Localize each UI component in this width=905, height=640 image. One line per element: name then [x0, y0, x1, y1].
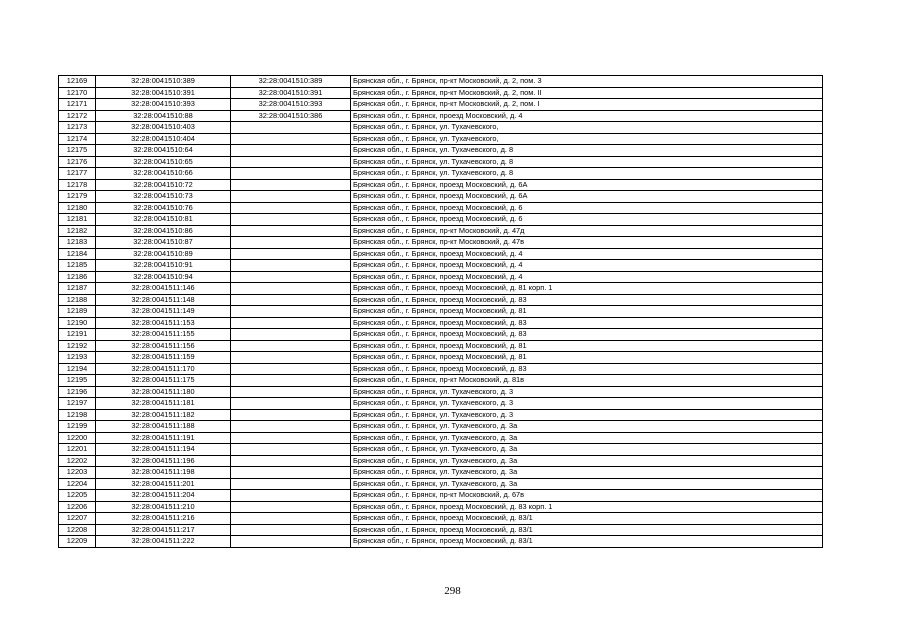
table-row: [59, 283, 823, 295]
row-number-cell: 12191: [59, 329, 96, 341]
parent-cadastral-number-cell: [231, 513, 351, 525]
row-number-cell: 12198: [59, 409, 96, 421]
table-row: [59, 524, 823, 536]
cadastral-number-cell: 32:28:0041511:148: [96, 294, 231, 306]
cadastral-number-cell: 32:28:0041510:404: [96, 133, 231, 145]
parent-cadastral-number-cell: [231, 536, 351, 548]
parent-cadastral-number-cell: [231, 156, 351, 168]
cadastral-number-cell: 32:28:0041511:188: [96, 421, 231, 433]
cadastral-number-cell: 32:28:0041510:89: [96, 248, 231, 260]
address-cell: Брянская обл., г. Брянск, ул. Тухачевского, д. 3: [351, 386, 823, 398]
parent-cadastral-number-cell: [231, 237, 351, 249]
address-cell: Брянская обл., г. Брянск, проезд Московский, д. 4: [351, 271, 823, 283]
cadastral-number-cell: 32:28:0041511:222: [96, 536, 231, 548]
cadastral-number-cell: 32:28:0041510:87: [96, 237, 231, 249]
cadastral-number-cell: 32:28:0041510:94: [96, 271, 231, 283]
row-number-cell: 12199: [59, 421, 96, 433]
table-row: [59, 122, 823, 134]
parent-cadastral-number-cell: 32:28:0041510:393: [231, 99, 351, 111]
row-number-cell: 12197: [59, 398, 96, 410]
table-row: [59, 352, 823, 364]
row-number-cell: 12209: [59, 536, 96, 548]
parent-cadastral-number-cell: [231, 340, 351, 352]
parent-cadastral-number-cell: [231, 271, 351, 283]
parent-cadastral-number-cell: [231, 386, 351, 398]
cadastral-number-cell: 32:28:0041510:86: [96, 225, 231, 237]
row-number-cell: 12206: [59, 501, 96, 513]
row-number-cell: 12169: [59, 76, 96, 88]
cadastral-number-cell: 32:28:0041511:191: [96, 432, 231, 444]
cadastral-number-cell: 32:28:0041511:216: [96, 513, 231, 525]
address-cell: Брянская обл., г. Брянск, ул. Тухачевского, д. 8: [351, 156, 823, 168]
cadastral-number-cell: 32:28:0041511:155: [96, 329, 231, 341]
parent-cadastral-number-cell: [231, 421, 351, 433]
cadastral-number-cell: 32:28:0041511:175: [96, 375, 231, 387]
address-cell: Брянская обл., г. Брянск, проезд Московский, д. 83/1: [351, 536, 823, 548]
row-number-cell: 12176: [59, 156, 96, 168]
cadastral-number-cell: 32:28:0041510:65: [96, 156, 231, 168]
cadastral-number-cell: 32:28:0041511:181: [96, 398, 231, 410]
parent-cadastral-number-cell: [231, 490, 351, 502]
table-row: [59, 168, 823, 180]
cadastral-number-cell: 32:28:0041511:210: [96, 501, 231, 513]
address-cell: Брянская обл., г. Брянск, проезд Московский, д. 83: [351, 329, 823, 341]
table-row: [59, 409, 823, 421]
address-cell: Брянская обл., г. Брянск, проезд Московский, д. 81 корп. 1: [351, 283, 823, 295]
parent-cadastral-number-cell: [231, 398, 351, 410]
cadastral-number-cell: 32:28:0041511:149: [96, 306, 231, 318]
row-number-cell: 12202: [59, 455, 96, 467]
address-cell: Брянская обл., г. Брянск, ул. Тухачевского, д. 3а: [351, 432, 823, 444]
table-row: [59, 478, 823, 490]
row-number-cell: 12183: [59, 237, 96, 249]
parent-cadastral-number-cell: [231, 478, 351, 490]
cadastral-number-cell: 32:28:0041511:159: [96, 352, 231, 364]
row-number-cell: 12201: [59, 444, 96, 456]
address-cell: Брянская обл., г. Брянск, проезд Московский, д. 4: [351, 248, 823, 260]
parent-cadastral-number-cell: [231, 432, 351, 444]
cadastral-number-cell: 32:28:0041511:180: [96, 386, 231, 398]
cadastral-number-cell: 32:28:0041510:391: [96, 87, 231, 99]
parent-cadastral-number-cell: [231, 317, 351, 329]
table-row: [59, 145, 823, 157]
parent-cadastral-number-cell: [231, 283, 351, 295]
cadastral-number-cell: 32:28:0041511:196: [96, 455, 231, 467]
parent-cadastral-number-cell: [231, 214, 351, 226]
table-row: [59, 225, 823, 237]
row-number-cell: 12205: [59, 490, 96, 502]
parent-cadastral-number-cell: [231, 444, 351, 456]
parent-cadastral-number-cell: [231, 363, 351, 375]
cadastral-number-cell: 32:28:0041511:198: [96, 467, 231, 479]
cadastral-registry-table: [58, 75, 823, 548]
address-cell: Брянская обл., г. Брянск, проезд Московский, д. 6: [351, 202, 823, 214]
address-cell: Брянская обл., г. Брянск, ул. Тухачевского, д. 3а: [351, 421, 823, 433]
row-number-cell: 12207: [59, 513, 96, 525]
address-cell: Брянская обл., г. Брянск, проезд Московский, д. 6А: [351, 191, 823, 203]
parent-cadastral-number-cell: [231, 191, 351, 203]
table-row: [59, 191, 823, 203]
address-cell: Брянская обл., г. Брянск, ул. Тухачевского, д. 3: [351, 398, 823, 410]
registry-table-body: [59, 76, 823, 548]
parent-cadastral-number-cell: [231, 145, 351, 157]
table-row: [59, 421, 823, 433]
row-number-cell: 12200: [59, 432, 96, 444]
row-number-cell: 12208: [59, 524, 96, 536]
cadastral-number-cell: 32:28:0041510:88: [96, 110, 231, 122]
parent-cadastral-number-cell: [231, 225, 351, 237]
table-row: [59, 329, 823, 341]
row-number-cell: 12187: [59, 283, 96, 295]
table-row: [59, 398, 823, 410]
parent-cadastral-number-cell: [231, 375, 351, 387]
address-cell: Брянская обл., г. Брянск, ул. Тухачевского, д. 3а: [351, 455, 823, 467]
address-cell: Брянская обл., г. Брянск, ул. Тухачевского, д. 3а: [351, 478, 823, 490]
row-number-cell: 12190: [59, 317, 96, 329]
cadastral-number-cell: 32:28:0041510:393: [96, 99, 231, 111]
row-number-cell: 12195: [59, 375, 96, 387]
parent-cadastral-number-cell: [231, 306, 351, 318]
table-row: [59, 260, 823, 272]
cadastral-number-cell: 32:28:0041511:156: [96, 340, 231, 352]
cadastral-number-cell: 32:28:0041511:146: [96, 283, 231, 295]
table-row: [59, 110, 823, 122]
cadastral-number-cell: 32:28:0041511:204: [96, 490, 231, 502]
table-row: [59, 179, 823, 191]
row-number-cell: 12182: [59, 225, 96, 237]
row-number-cell: 12177: [59, 168, 96, 180]
cadastral-number-cell: 32:28:0041510:389: [96, 76, 231, 88]
address-cell: Брянская обл., г. Брянск, ул. Тухачевского, д. 8: [351, 145, 823, 157]
table-row: [59, 501, 823, 513]
table-row: [59, 133, 823, 145]
row-number-cell: 12185: [59, 260, 96, 272]
table-row: [59, 444, 823, 456]
parent-cadastral-number-cell: [231, 524, 351, 536]
address-cell: Брянская обл., г. Брянск, пр-кт Московский, д. 2, пом. I: [351, 99, 823, 111]
row-number-cell: 12192: [59, 340, 96, 352]
address-cell: Брянская обл., г. Брянск, проезд Московский, д. 6: [351, 214, 823, 226]
table-row: [59, 536, 823, 548]
address-cell: Брянская обл., г. Брянск, проезд Московский, д. 83: [351, 363, 823, 375]
table-row: [59, 340, 823, 352]
parent-cadastral-number-cell: [231, 455, 351, 467]
address-cell: Брянская обл., г. Брянск, проезд Московский, д. 83: [351, 294, 823, 306]
address-cell: Брянская обл., г. Брянск, проезд Московский, д. 83: [351, 317, 823, 329]
row-number-cell: 12175: [59, 145, 96, 157]
address-cell: Брянская обл., г. Брянск, проезд Московский, д. 6А: [351, 179, 823, 191]
table-row: [59, 386, 823, 398]
parent-cadastral-number-cell: [231, 168, 351, 180]
cadastral-number-cell: 32:28:0041510:64: [96, 145, 231, 157]
address-cell: Брянская обл., г. Брянск, ул. Тухачевского,: [351, 133, 823, 145]
address-cell: Брянская обл., г. Брянск, проезд Московский, д. 4: [351, 110, 823, 122]
address-cell: Брянская обл., г. Брянск, ул. Тухачевского, д. 3а: [351, 467, 823, 479]
table-row: [59, 99, 823, 111]
address-cell: Брянская обл., г. Брянск, проезд Московский, д. 4: [351, 260, 823, 272]
parent-cadastral-number-cell: [231, 467, 351, 479]
cadastral-number-cell: 32:28:0041511:182: [96, 409, 231, 421]
cadastral-number-cell: 32:28:0041510:403: [96, 122, 231, 134]
parent-cadastral-number-cell: 32:28:0041510:391: [231, 87, 351, 99]
row-number-cell: 12178: [59, 179, 96, 191]
row-number-cell: 12180: [59, 202, 96, 214]
parent-cadastral-number-cell: 32:28:0041510:386: [231, 110, 351, 122]
table-row: [59, 455, 823, 467]
address-cell: Брянская обл., г. Брянск, ул. Тухачевского, д. 8: [351, 168, 823, 180]
address-cell: Брянская обл., г. Брянск, проезд Московский, д. 81: [351, 340, 823, 352]
row-number-cell: 12181: [59, 214, 96, 226]
parent-cadastral-number-cell: 32:28:0041510:389: [231, 76, 351, 88]
parent-cadastral-number-cell: [231, 133, 351, 145]
table-row: [59, 76, 823, 88]
table-row: [59, 214, 823, 226]
row-number-cell: 12203: [59, 467, 96, 479]
cadastral-number-cell: 32:28:0041510:72: [96, 179, 231, 191]
row-number-cell: 12170: [59, 87, 96, 99]
row-number-cell: 12193: [59, 352, 96, 364]
parent-cadastral-number-cell: [231, 248, 351, 260]
row-number-cell: 12173: [59, 122, 96, 134]
row-number-cell: 12186: [59, 271, 96, 283]
cadastral-number-cell: 32:28:0041510:73: [96, 191, 231, 203]
row-number-cell: 12194: [59, 363, 96, 375]
table-row: [59, 202, 823, 214]
table-row: [59, 248, 823, 260]
parent-cadastral-number-cell: [231, 501, 351, 513]
row-number-cell: 12184: [59, 248, 96, 260]
table-row: [59, 237, 823, 249]
address-cell: Брянская обл., г. Брянск, ул. Тухачевского,: [351, 122, 823, 134]
cadastral-number-cell: 32:28:0041511:217: [96, 524, 231, 536]
address-cell: Брянская обл., г. Брянск, проезд Московский, д. 83 корп. 1: [351, 501, 823, 513]
row-number-cell: 12179: [59, 191, 96, 203]
table-row: [59, 294, 823, 306]
table-row: [59, 490, 823, 502]
parent-cadastral-number-cell: [231, 409, 351, 421]
address-cell: Брянская обл., г. Брянск, пр-кт Московский, д. 47в: [351, 237, 823, 249]
table-row: [59, 156, 823, 168]
parent-cadastral-number-cell: [231, 352, 351, 364]
parent-cadastral-number-cell: [231, 179, 351, 191]
cadastral-number-cell: 32:28:0041510:91: [96, 260, 231, 272]
address-cell: Брянская обл., г. Брянск, ул. Тухачевского, д. 3: [351, 409, 823, 421]
parent-cadastral-number-cell: [231, 122, 351, 134]
address-cell: Брянская обл., г. Брянск, пр-кт Московский, д. 2, пом. 3: [351, 76, 823, 88]
cadastral-number-cell: 32:28:0041511:201: [96, 478, 231, 490]
address-cell: Брянская обл., г. Брянск, проезд Московский, д. 81: [351, 306, 823, 318]
table-row: [59, 467, 823, 479]
table-row: [59, 87, 823, 99]
table-row: [59, 513, 823, 525]
row-number-cell: 12172: [59, 110, 96, 122]
table-row: [59, 317, 823, 329]
parent-cadastral-number-cell: [231, 202, 351, 214]
address-cell: Брянская обл., г. Брянск, пр-кт Московский, д. 2, пом. II: [351, 87, 823, 99]
cadastral-number-cell: 32:28:0041511:153: [96, 317, 231, 329]
address-cell: Брянская обл., г. Брянск, пр-кт Московский, д. 47д: [351, 225, 823, 237]
address-cell: Брянская обл., г. Брянск, пр-кт Московский, д. 67в: [351, 490, 823, 502]
address-cell: Брянская обл., г. Брянск, пр-кт Московский, д. 81в: [351, 375, 823, 387]
parent-cadastral-number-cell: [231, 260, 351, 272]
table-row: [59, 432, 823, 444]
row-number-cell: 12196: [59, 386, 96, 398]
cadastral-number-cell: 32:28:0041511:194: [96, 444, 231, 456]
address-cell: Брянская обл., г. Брянск, ул. Тухачевского, д. 3а: [351, 444, 823, 456]
address-cell: Брянская обл., г. Брянск, проезд Московский, д. 83/1: [351, 513, 823, 525]
table-row: [59, 375, 823, 387]
row-number-cell: 12174: [59, 133, 96, 145]
page-number: 298: [444, 585, 461, 597]
row-number-cell: 12171: [59, 99, 96, 111]
address-cell: Брянская обл., г. Брянск, проезд Московский, д. 83/1: [351, 524, 823, 536]
row-number-cell: 12204: [59, 478, 96, 490]
row-number-cell: 12188: [59, 294, 96, 306]
table-row: [59, 363, 823, 375]
parent-cadastral-number-cell: [231, 294, 351, 306]
parent-cadastral-number-cell: [231, 329, 351, 341]
table-row: [59, 306, 823, 318]
table-row: [59, 271, 823, 283]
cadastral-number-cell: 32:28:0041511:170: [96, 363, 231, 375]
cadastral-number-cell: 32:28:0041510:76: [96, 202, 231, 214]
address-cell: Брянская обл., г. Брянск, проезд Московский, д. 81: [351, 352, 823, 364]
row-number-cell: 12189: [59, 306, 96, 318]
cadastral-number-cell: 32:28:0041510:81: [96, 214, 231, 226]
cadastral-number-cell: 32:28:0041510:66: [96, 168, 231, 180]
